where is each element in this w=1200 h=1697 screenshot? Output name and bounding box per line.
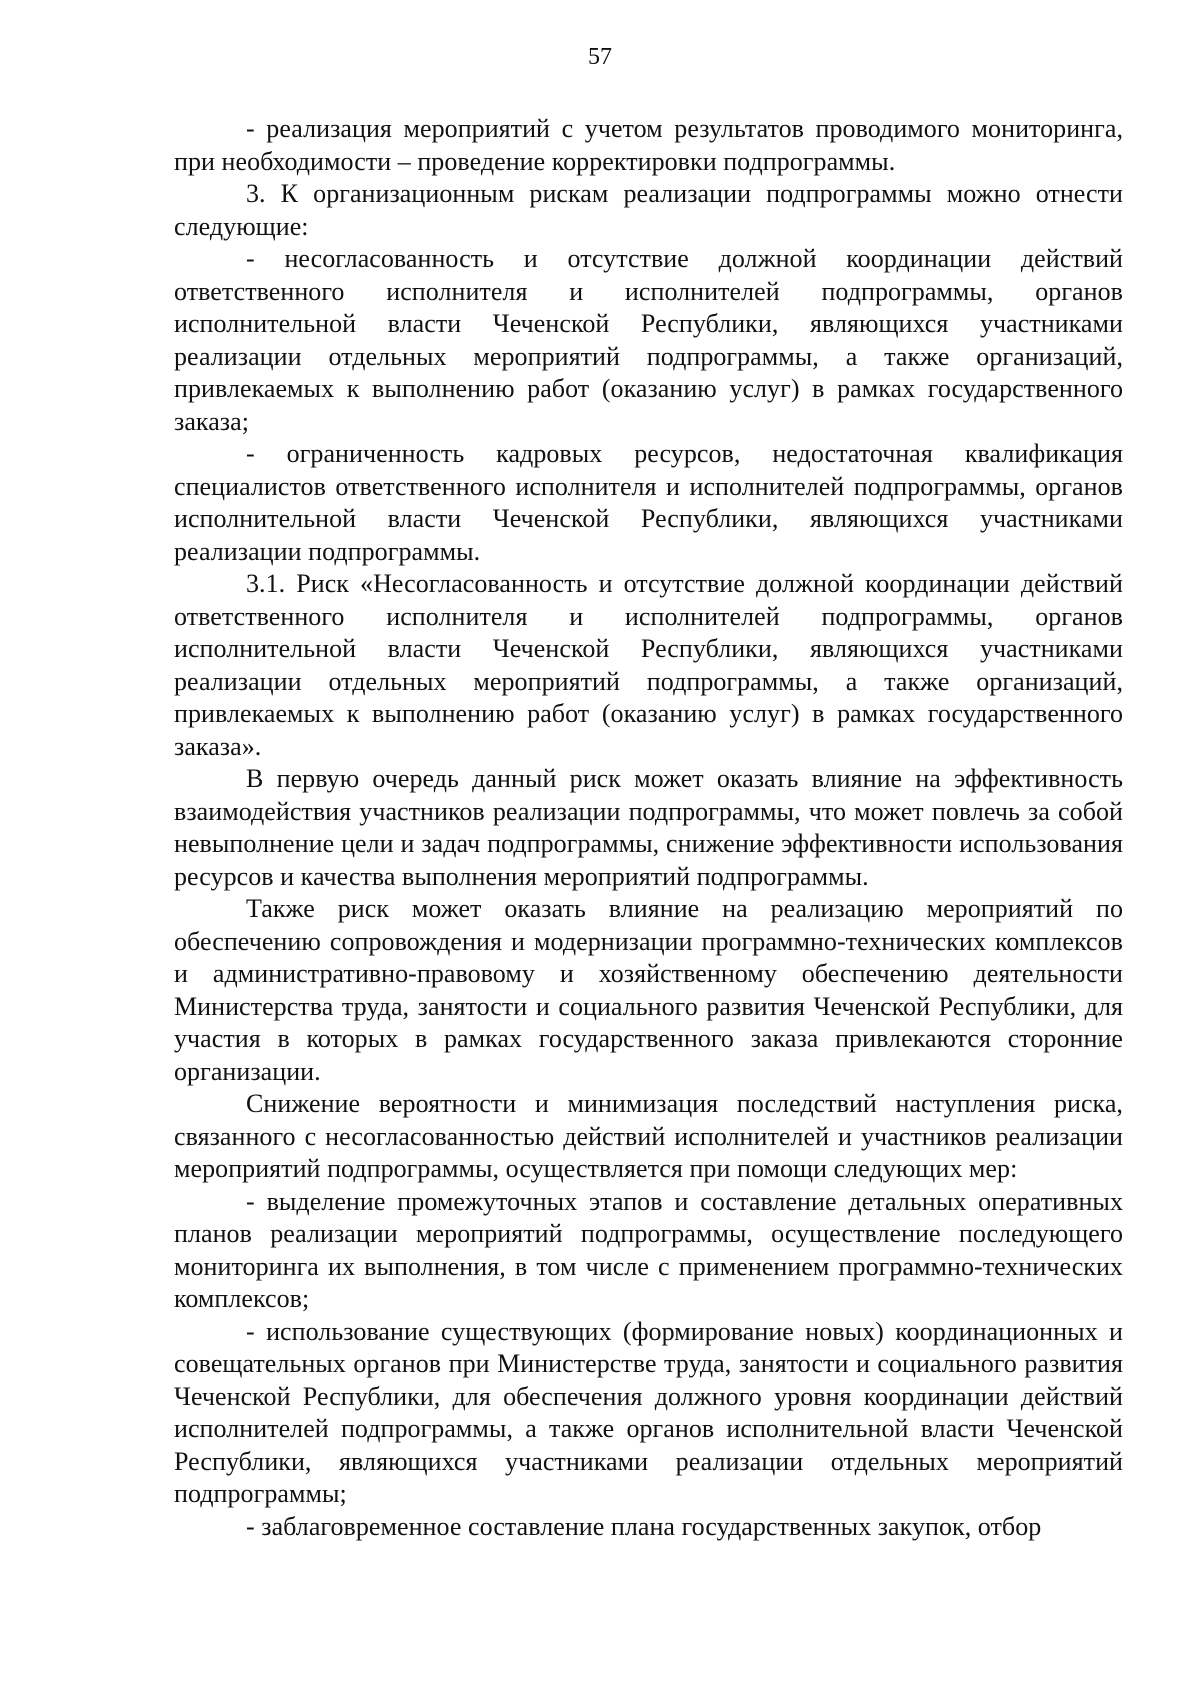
list-item-monitoring: - реализация мероприятий с учетом результатов проводимого мониторинга, при необходимости – проведение корректировки подпрограммы. <box>174 114 1123 176</box>
risk-impact-activities-paragraph: Также риск может оказать влияние на реализацию мероприятий по обеспечению сопровождения и модернизации программно-технических комплексов и административно-правовому и хозяйственному обеспечению деятельности Министерства труда, занятости и социального развития Чеченской Республики, для участия в которых в рамках государственного заказа привлекаются сторонние организации. <box>174 894 1123 1086</box>
document-body <box>174 113 1123 1543</box>
page-number: 57 <box>588 44 612 70</box>
list-item-intermediate-stages: - выделение промежуточных этапов и составление детальных оперативных планов реализации мероприятий подпрограммы, осуществление последующего мониторинга их выполнения, в том числе с применением программно-технических комплексов; <box>174 1186 1123 1313</box>
risk-impact-paragraph: В первую очередь данный риск может оказать влияние на эффективность взаимодействия участников реализации подпрограммы, что может повлечь за собой невыполнение цели и задач подпрограммы, снижение эффективности использования ресурсов и качества выполнения мероприятий подпрограммы. <box>174 764 1123 891</box>
mitigation-intro-paragraph: Снижение вероятности и минимизация последствий наступления риска, связанного с несогласованностью действий исполнителей и участников реализации мероприятий подпрограммы, осуществляется при помощи следующих мер: <box>174 1089 1123 1183</box>
section-3-1-paragraph: 3.1. Риск «Несогласованность и отсутствие должной координации действий ответственного исполнителя и исполнителей подпрограммы, органов исполнительной власти Чеченской Республики, являющихся участниками реализации отдельных мероприятий подпрограммы, а также организаций, привлекаемых к выполнению работ (оказанию услуг) в рамках государственного заказа». <box>174 569 1123 761</box>
list-item-procurement-plan: - заблаговременное составление плана государственных закупок, отбор <box>246 1511 1042 1541</box>
list-item-coordination-risk: - несогласованность и отсутствие должной координации действий ответственного исполнителя и исполнителей подпрограммы, органов исполнительной власти Чеченской Республики, являющихся участниками реализации отдельных мероприятий подпрограммы, а также организаций, привлекаемых к выполнению работ (оказанию услуг) в рамках государственного заказа; <box>174 244 1123 436</box>
list-item-coordination-bodies: - использование существующих (формирование новых) координационных и совещательных органов при Министерстве труда, занятости и социального развития Чеченской Республики, для обеспечения должного уровня координации действий исполнителей подпрограммы, а также органов исполнительной власти Чеченской Республики, являющихся участниками реализации отдельных мероприятий подпрограммы; <box>174 1316 1123 1508</box>
list-item-staff-risk: - ограниченность кадровых ресурсов, недостаточная квалификация специалистов ответственного исполнителя и исполнителей подпрограммы, органов исполнительной власти Чеченской Республики, являющихся участниками реализации подпрограммы. <box>174 439 1123 566</box>
section-3-heading-paragraph: 3. К организационным рискам реализации подпрограммы можно отнести следующие: <box>174 179 1123 241</box>
